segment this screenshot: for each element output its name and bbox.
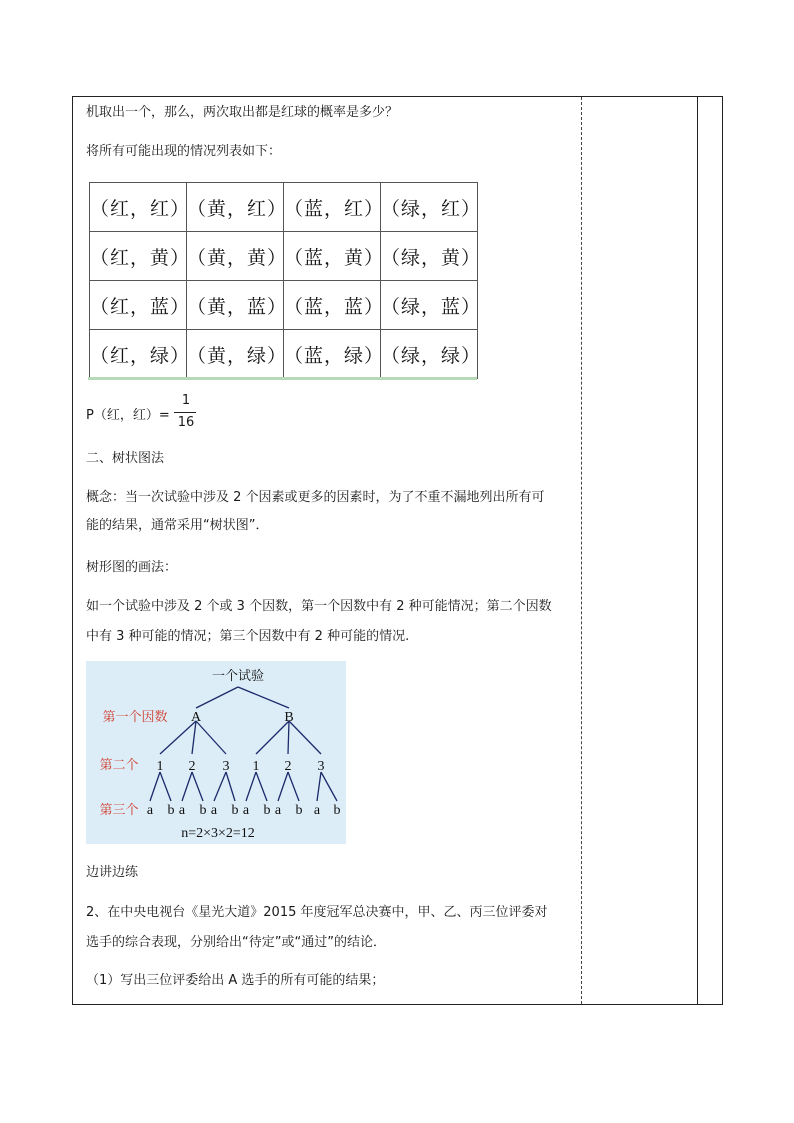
- method-line-2: 中有 3 种可能的情况；第三个因数中有 2 种可能的情况.: [86, 629, 410, 644]
- tree-formula: n=2×3×2=12: [181, 826, 255, 841]
- method-title: 树形图的画法：: [86, 560, 178, 575]
- level-2-node: 2: [284, 759, 292, 774]
- concept-line-1: 概念：当一次试验中涉及 2 个因素或更多的因素时，为了不重不漏地列出所有可: [86, 490, 545, 505]
- tree-diagram-svg: [86, 661, 346, 844]
- table-cell: （蓝，绿）: [284, 330, 381, 379]
- concept-line-2: 能的结果，通常采用“树状图”．: [86, 518, 269, 533]
- table-cell: （绿，蓝）: [381, 281, 478, 330]
- level-3-node: a: [242, 803, 250, 818]
- table-cell: （绿，黄）: [381, 232, 478, 281]
- outcome-table: [89, 182, 482, 379]
- level-3-node: a: [274, 803, 282, 818]
- level-1-label: 第一个因数: [102, 710, 168, 725]
- table-cell: （红，绿）: [90, 330, 187, 379]
- tree-edge: [196, 721, 226, 754]
- practice-title: 边讲边练: [86, 865, 139, 880]
- notes-column: [582, 97, 698, 1004]
- level-2-node: 1: [252, 759, 260, 774]
- table-cell: （黄，绿）: [187, 330, 284, 379]
- level-3-node: b: [295, 803, 303, 818]
- table-cell: （蓝，黄）: [284, 232, 381, 281]
- level-3-node: a: [146, 803, 154, 818]
- tree-edge: [288, 721, 289, 754]
- level-2-label: 第二个: [99, 758, 139, 773]
- tree-edge: [256, 721, 289, 754]
- question-2-line-2: 选手的综合表现，分别给出“待定”或“通过”的结论．: [86, 935, 386, 950]
- table-shadow: [88, 377, 477, 380]
- tree-edge: [289, 721, 321, 754]
- tree-edge: [238, 687, 289, 708]
- question-2-part-1: （1）写出三位评委给出 A 选手的所有可能的结果；: [86, 973, 385, 988]
- level-3-node: b: [263, 803, 271, 818]
- tree-edge: [160, 721, 196, 754]
- tree-edge: [278, 772, 288, 801]
- table-cell: （黄，蓝）: [187, 281, 284, 330]
- level-1-node: B: [284, 710, 294, 725]
- tree-edge: [256, 772, 267, 801]
- level-2-node: 1: [156, 759, 164, 774]
- question-2-line-1: 2、在中央电视台《星光大道》2015 年度冠军总决赛中，甲、乙、丙三位评委对: [86, 905, 548, 920]
- table-cell: （绿，红）: [381, 183, 478, 232]
- table-row: [90, 183, 478, 232]
- tree-edge: [196, 687, 238, 708]
- tree-edge: [317, 772, 321, 801]
- table-cell: （蓝，蓝）: [284, 281, 381, 330]
- probability-numerator: 1: [181, 393, 191, 408]
- level-2-node: 3: [317, 759, 325, 774]
- level-3-node: b: [167, 803, 175, 818]
- level-2-node: 3: [222, 759, 230, 774]
- probability-lhs: P（红，红）=: [86, 408, 170, 423]
- tree-diagram: [86, 661, 346, 844]
- table-cell: （红，红）: [90, 183, 187, 232]
- tree-edge: [160, 772, 171, 801]
- method-line-1: 如一个试验中涉及 2 个或 3 个因数，第一个因数中有 2 种可能情况；第二个因数: [86, 599, 552, 614]
- table-cell: （红，黄）: [90, 232, 187, 281]
- tree-edge: [321, 772, 337, 801]
- tree-root-label: 一个试验: [211, 669, 265, 684]
- table-cell: （黄，红）: [187, 183, 284, 232]
- level-3-node: b: [231, 803, 239, 818]
- table-row: [90, 281, 478, 330]
- table-cell: （黄，黄）: [187, 232, 284, 281]
- table-intro: 将所有可能出现的情况列表如下：: [86, 144, 282, 159]
- tree-edge: [226, 772, 235, 801]
- level-3-node: a: [313, 803, 321, 818]
- level-3-node: b: [333, 803, 341, 818]
- tree-edge: [150, 772, 160, 801]
- fraction-bar: [174, 412, 196, 413]
- table-cell: （红，蓝）: [90, 281, 187, 330]
- level-3-node: a: [210, 803, 218, 818]
- tree-edge: [192, 772, 203, 801]
- level-3-label: 第三个: [99, 803, 139, 818]
- probability-denominator: 16: [177, 415, 195, 430]
- tree-edge: [246, 772, 256, 801]
- section-title: 二、树状图法: [86, 451, 165, 466]
- margin-column: [698, 97, 723, 1004]
- table-cell: （绿，绿）: [381, 330, 478, 379]
- question-continuation: 机取出一个，那么，两次取出都是红球的概率是多少？: [86, 105, 399, 120]
- tree-edge: [288, 772, 299, 801]
- level-2-node: 2: [188, 759, 196, 774]
- table-cell: （蓝，红）: [284, 183, 381, 232]
- tree-edge: [182, 772, 192, 801]
- level-3-node: b: [199, 803, 207, 818]
- table-row: [90, 330, 478, 379]
- level-3-node: a: [178, 803, 186, 818]
- level-1-node: A: [190, 710, 202, 725]
- tree-edge: [214, 772, 226, 801]
- table-row: [90, 232, 478, 281]
- tree-edge: [192, 721, 196, 754]
